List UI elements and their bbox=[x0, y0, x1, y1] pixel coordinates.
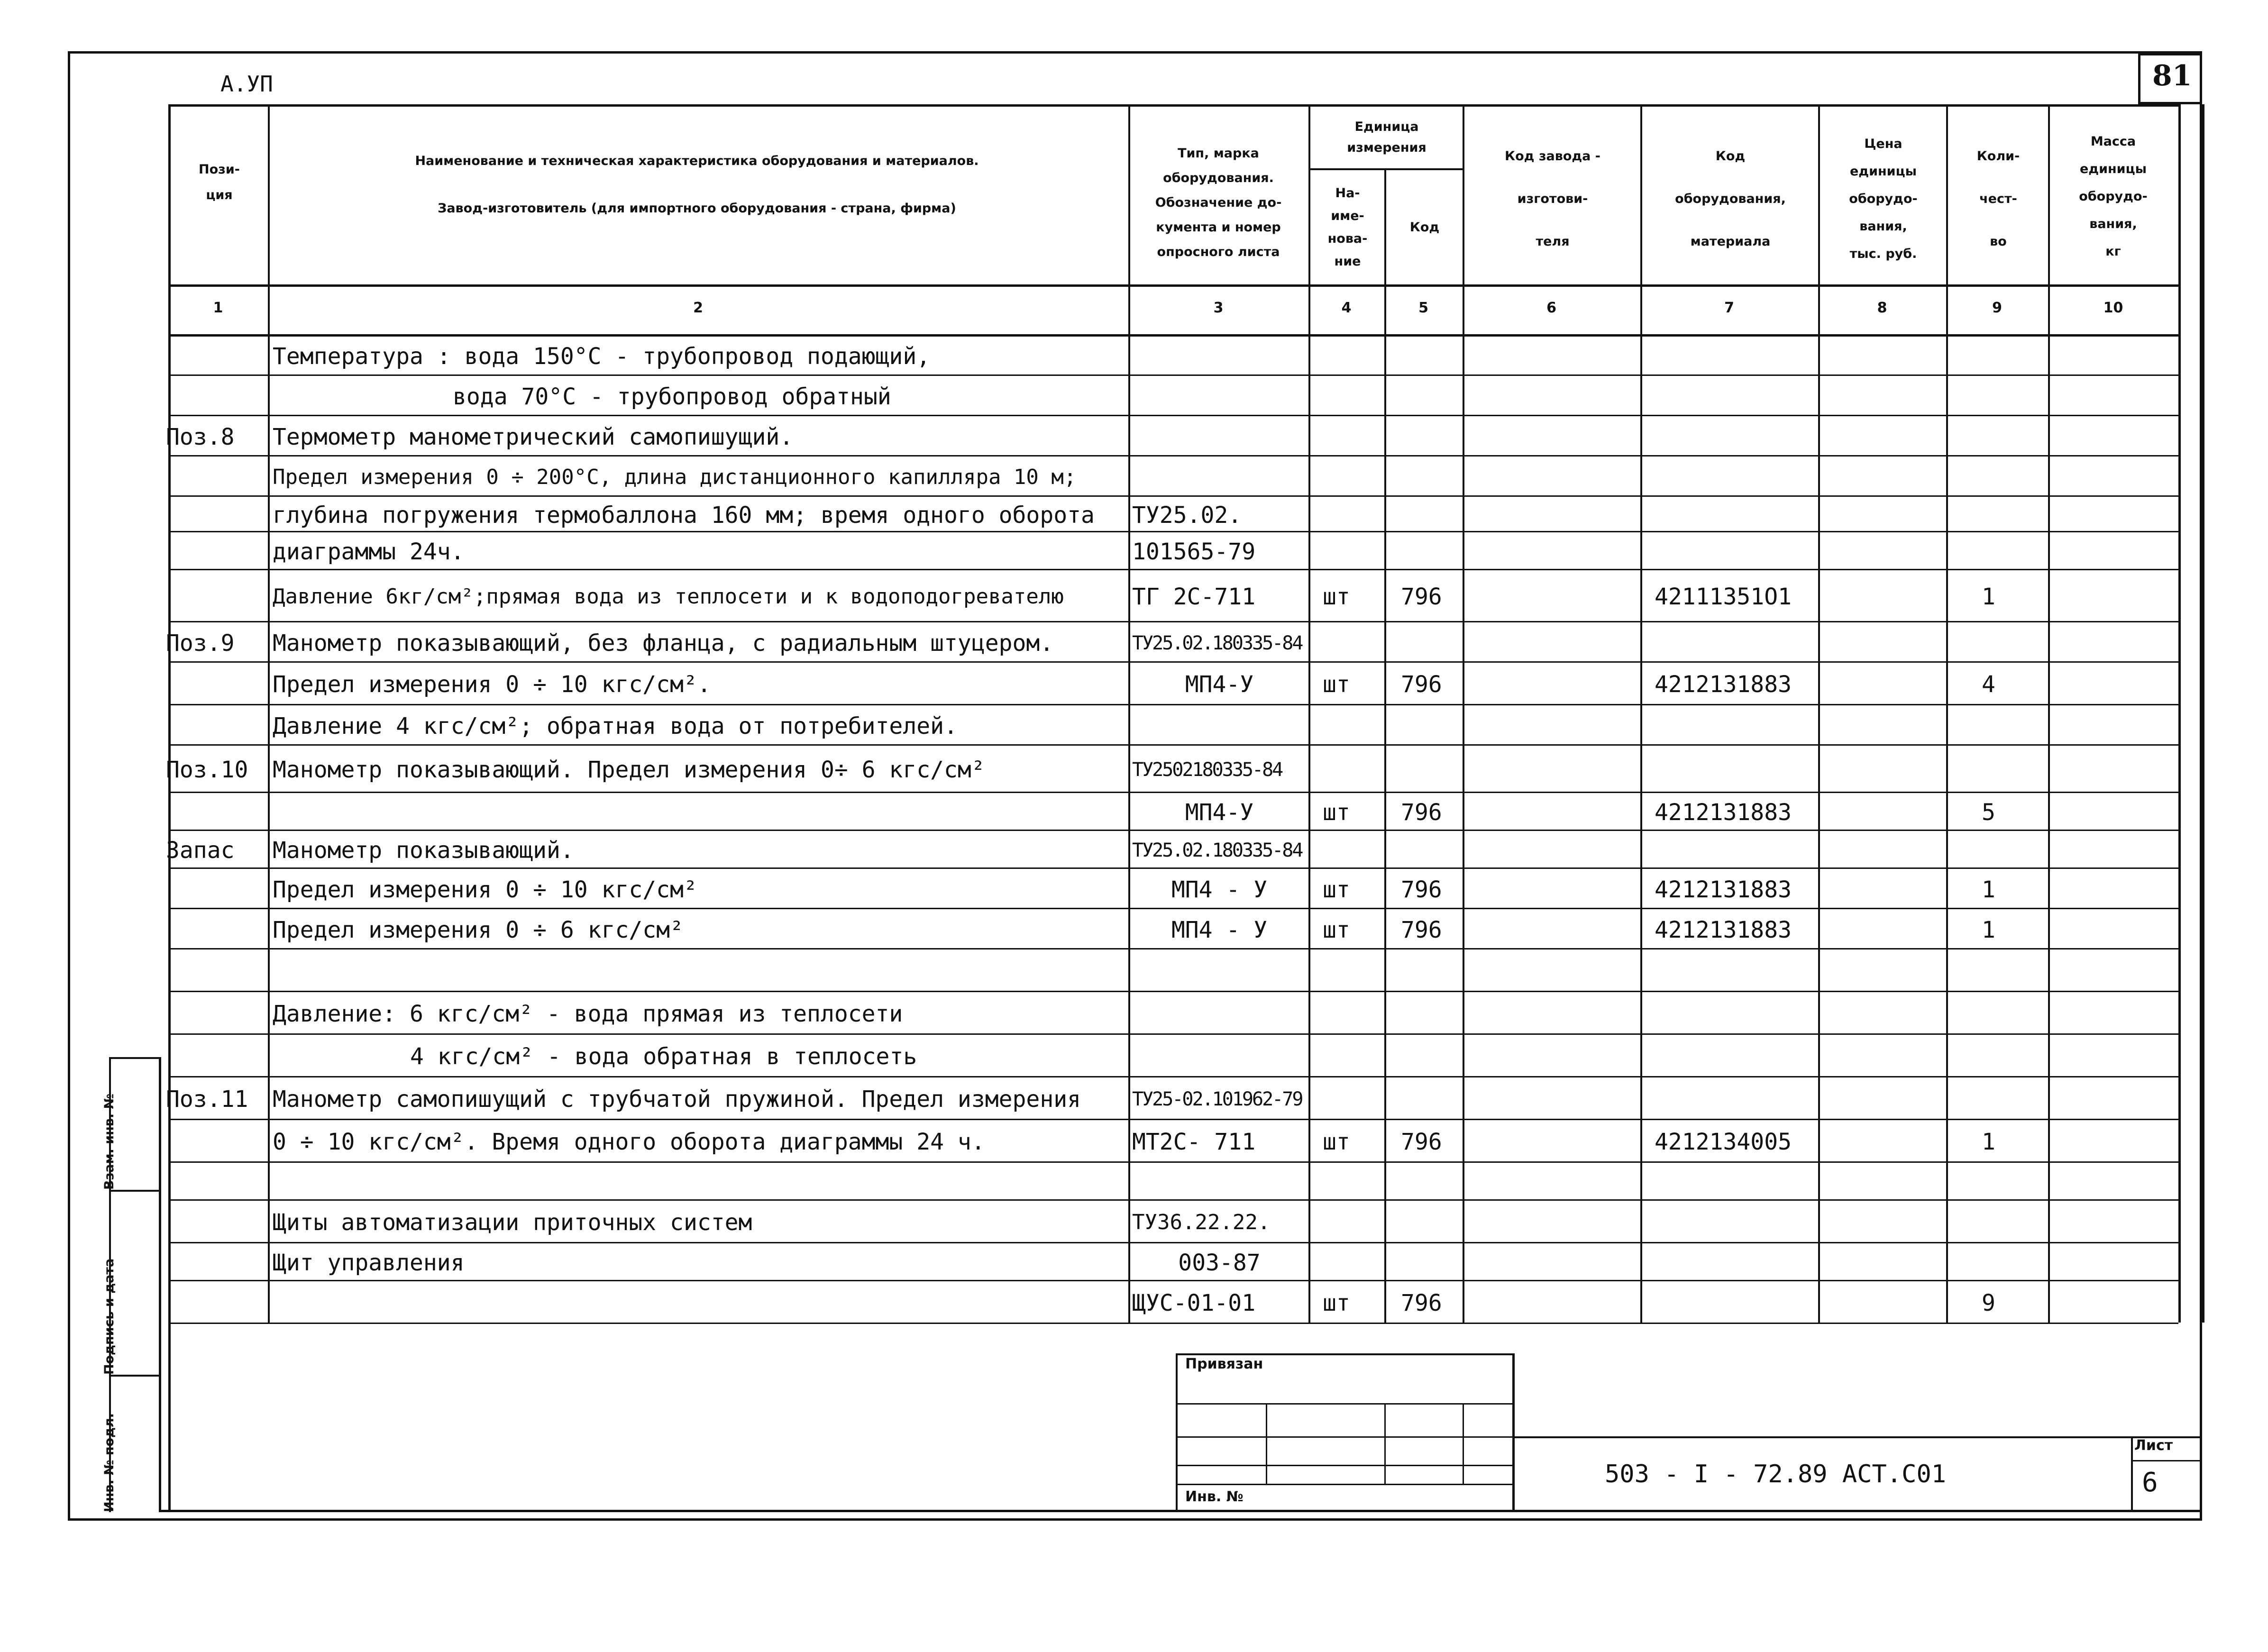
position-cell: Запас bbox=[166, 837, 235, 864]
position-cell: Поз.8 bbox=[166, 423, 235, 450]
sheet-label: Лист bbox=[2134, 1437, 2173, 1454]
description-cell: Манометр показывающий. bbox=[273, 837, 574, 864]
rule-line bbox=[1176, 1353, 1178, 1512]
unit-code-cell: 796 bbox=[1401, 671, 1442, 698]
rule-line bbox=[168, 455, 2178, 456]
rule-line bbox=[1308, 104, 1310, 1323]
description-cell: Предел измерения 0 ÷ 10 кгс/см². bbox=[273, 671, 711, 698]
header-price: Цена единицы оборудо- вания, тыс. руб. bbox=[1849, 137, 1918, 261]
rule-line bbox=[168, 1161, 2178, 1163]
stamp-inv-label: Инв. № bbox=[1185, 1488, 1244, 1505]
rule-line bbox=[1266, 1403, 1267, 1484]
rule-line bbox=[1176, 1484, 1512, 1485]
position-cell: Поз.11 bbox=[166, 1086, 248, 1113]
type-cell: 003-87 bbox=[1178, 1250, 1261, 1276]
quantity-cell: 1 bbox=[1982, 916, 1995, 943]
rule-line bbox=[168, 948, 2178, 949]
rule-line bbox=[1463, 104, 1464, 1323]
rule-line bbox=[168, 1199, 2178, 1201]
rule-line bbox=[1128, 104, 1130, 1323]
rule-line bbox=[1176, 1403, 1512, 1405]
rule-line bbox=[2131, 1436, 2133, 1512]
quantity-cell: 4 bbox=[1982, 671, 1995, 698]
rule-line bbox=[168, 104, 2178, 107]
unit-name-cell: шт bbox=[1323, 584, 1350, 610]
rule-line bbox=[168, 415, 2178, 416]
side-replace-inv: Взам. инв. № bbox=[102, 1093, 117, 1190]
unit-code-cell: 796 bbox=[1401, 916, 1442, 943]
column-number: 10 bbox=[2103, 300, 2123, 316]
unit-code-cell: 796 bbox=[1401, 1290, 1442, 1316]
unit-name-cell: шт bbox=[1323, 1129, 1350, 1155]
rule-line bbox=[1640, 104, 1642, 1323]
unit-name-cell: шт bbox=[1323, 671, 1350, 698]
rule-line bbox=[168, 867, 2178, 869]
equipment-code-cell: 4212131883 bbox=[1655, 876, 1792, 903]
page-mark: 81 bbox=[2152, 59, 2192, 92]
unit-name-cell: шт bbox=[1323, 1290, 1350, 1316]
type-cell: МП4 - У bbox=[1171, 916, 1268, 943]
rule-line bbox=[168, 908, 2178, 909]
rule-line bbox=[168, 495, 2178, 497]
rule-line bbox=[168, 1033, 2178, 1035]
rule-line bbox=[168, 104, 171, 1323]
description-cell: Манометр показывающий. Предел измерения 0÷ 6 кгс/см² bbox=[273, 757, 985, 783]
rule-line bbox=[1176, 1436, 1512, 1438]
rule-line bbox=[2178, 104, 2181, 1323]
equipment-code-cell: 4212131883 bbox=[1655, 916, 1792, 943]
equipment-code-cell: 4212131883 bbox=[1655, 671, 1792, 698]
quantity-cell: 9 bbox=[1982, 1290, 1995, 1316]
type-cell: ЩУС-01-01 bbox=[1132, 1290, 1256, 1316]
description-cell: Предел измерения 0 ÷ 10 кгс/см² bbox=[273, 876, 697, 903]
header-plant-code: Код завода - изготови- теля bbox=[1505, 149, 1600, 249]
unit-name-cell: шт bbox=[1323, 916, 1350, 943]
description-cell: Предел измерения 0 ÷ 6 кгс/см² bbox=[273, 916, 684, 943]
description-cell: Щиты автоматизации приточных систем bbox=[273, 1209, 752, 1236]
description-cell: вода 70°С - трубопровод обратный bbox=[453, 383, 891, 410]
rule-line bbox=[168, 374, 2178, 376]
type-cell: МП4-У bbox=[1185, 799, 1254, 826]
column-number: 8 bbox=[1877, 300, 1887, 316]
description-cell: Давление: 6 кгс/см² - вода прямая из теплосети bbox=[273, 1001, 903, 1027]
side-inv-sub: Инв. № подл. bbox=[102, 1413, 117, 1512]
header-unit: Единица измерения bbox=[1347, 119, 1427, 155]
side-sign-date: Подпись и дата bbox=[102, 1258, 117, 1375]
description-cell: Предел измерения 0 ÷ 200°С, длина дистанционного капилляра 10 м; bbox=[273, 465, 1077, 489]
equipment-code-cell: 4212131883 bbox=[1655, 799, 1792, 826]
rule-line bbox=[168, 704, 2178, 705]
rule-line bbox=[1946, 104, 1948, 1323]
rule-line bbox=[168, 1280, 2178, 1281]
rule-line bbox=[168, 284, 2178, 287]
column-number: 5 bbox=[1418, 300, 1428, 316]
rule-line bbox=[168, 569, 2178, 570]
unit-code-cell: 796 bbox=[1401, 584, 1442, 610]
column-number: 3 bbox=[1213, 300, 1224, 316]
unit-name-cell: шт bbox=[1323, 876, 1350, 903]
rule-line bbox=[1818, 104, 1820, 1323]
header-mass: Масса единицы оборудо- вания, кг bbox=[2079, 134, 2148, 259]
column-number: 4 bbox=[1341, 300, 1352, 316]
type-cell: ТУ25-02.101962-79 bbox=[1132, 1088, 1302, 1110]
rule-line bbox=[168, 621, 2178, 622]
column-number: 2 bbox=[693, 300, 703, 316]
header-type: Тип, марка оборудования. Обозначение до- кумента и номер опросного листа bbox=[1155, 146, 1282, 259]
position-cell: Поз.9 bbox=[166, 630, 235, 657]
rule-line bbox=[168, 531, 2178, 532]
rule-line bbox=[109, 1190, 159, 1192]
description-cell: Термометр манометрический самопишущий. bbox=[273, 423, 794, 450]
type-cell: ТУ36.22.22. bbox=[1132, 1210, 1271, 1234]
equipment-code-cell: 4212134005 bbox=[1655, 1129, 1792, 1155]
description-cell: Давление 6кг/см²;прямая вода из теплосети и к водоподогревателю bbox=[273, 584, 1064, 609]
type-cell: МП4-У bbox=[1185, 671, 1254, 698]
unit-code-cell: 796 bbox=[1401, 876, 1442, 903]
rule-line bbox=[1463, 1403, 1464, 1484]
rule-line bbox=[168, 830, 2178, 831]
type-cell: ТУ2502180335-84 bbox=[1132, 759, 1282, 781]
sheet-number: 6 bbox=[2142, 1467, 2158, 1498]
header-unit-name: На- име- нова- ние bbox=[1327, 186, 1368, 269]
rule-line bbox=[159, 1057, 161, 1512]
type-cell: ТГ 2С-711 bbox=[1132, 584, 1256, 610]
description-cell: Давление 4 кгс/см²; обратная вода от потребителей. bbox=[273, 712, 958, 739]
header-name: Наименование и техническая характеристика оборудования и материалов. bbox=[415, 154, 979, 168]
corner-code: А.УП bbox=[220, 71, 273, 97]
rule-line bbox=[1176, 1465, 1512, 1466]
type-cell: ТУ25.02.180335-84 bbox=[1132, 632, 1302, 654]
document-code: 503 - I - 72.89 АСТ.С01 bbox=[1605, 1460, 1947, 1488]
rule-line bbox=[1384, 1403, 1386, 1484]
description-cell: Щит управления bbox=[273, 1250, 465, 1276]
rule-line bbox=[168, 744, 2178, 746]
header-position: Пози- ция bbox=[199, 162, 240, 202]
rule-line bbox=[168, 1323, 2178, 1324]
type-cell: МП4 - У bbox=[1171, 876, 1268, 903]
column-number: 7 bbox=[1724, 300, 1734, 316]
quantity-cell: 5 bbox=[1982, 799, 1995, 826]
description-cell: Манометр показывающий, без фланца, с радиальным штуцером. bbox=[273, 630, 1054, 657]
type-cell: 101565-79 bbox=[1132, 538, 1256, 565]
rule-line bbox=[2131, 1460, 2202, 1461]
rule-line bbox=[159, 1510, 2202, 1512]
header-unit-code: Код bbox=[1409, 220, 1440, 235]
description-cell: 4 кгс/см² - вода обратная в теплосеть bbox=[410, 1043, 917, 1070]
rule-line bbox=[109, 1375, 159, 1377]
equipment-code-cell: 42111351О1 bbox=[1655, 584, 1792, 610]
header-equipment-code: Код оборудования, материала bbox=[1675, 149, 1786, 249]
rule-line bbox=[168, 1076, 2178, 1077]
rule-line bbox=[168, 792, 2178, 793]
rule-line bbox=[168, 1119, 2178, 1120]
description-cell: 0 ÷ 10 кгс/см². Время одного оборота диаграммы 24 ч. bbox=[273, 1129, 985, 1155]
rule-line bbox=[268, 104, 270, 1323]
type-cell: МТ2С- 711 bbox=[1132, 1129, 1256, 1155]
column-number: 9 bbox=[1992, 300, 2002, 316]
quantity-cell: 1 bbox=[1982, 584, 1995, 610]
rule-line bbox=[168, 1323, 171, 1512]
rule-line bbox=[168, 334, 2178, 337]
position-cell: Поз.10 bbox=[166, 757, 248, 783]
rule-line bbox=[1512, 1353, 1515, 1512]
stamp-bound-label: Привязан bbox=[1185, 1356, 1263, 1372]
column-number: 6 bbox=[1546, 300, 1556, 316]
description-cell: глубина погружения термобаллона 160 мм; время одного оборота bbox=[273, 502, 1095, 529]
description-cell: Манометр самопишущий с трубчатой пружиной. Предел измерения bbox=[273, 1086, 1081, 1113]
header-quantity: Коли- чест- во bbox=[1976, 149, 2020, 249]
header-manufacturer: Завод-изготовитель (для импортного оборудования - страна, фирма) bbox=[438, 201, 956, 216]
unit-code-cell: 796 bbox=[1401, 799, 1442, 826]
type-cell: ТУ25.02. bbox=[1132, 502, 1242, 529]
type-cell: ТУ25.02.180335-84 bbox=[1132, 840, 1302, 861]
rule-line bbox=[168, 991, 2178, 992]
rule-line bbox=[1512, 1436, 2202, 1438]
rule-line bbox=[2048, 104, 2050, 1323]
rule-line bbox=[168, 661, 2178, 663]
description-cell: диаграммы 24ч. bbox=[273, 538, 465, 565]
quantity-cell: 1 bbox=[1982, 1129, 1995, 1155]
rule-line bbox=[2202, 104, 2204, 1323]
unit-code-cell: 796 bbox=[1401, 1129, 1442, 1155]
column-number: 1 bbox=[213, 300, 223, 316]
unit-name-cell: шт bbox=[1323, 799, 1350, 826]
quantity-cell: 1 bbox=[1982, 876, 1995, 903]
rule-line bbox=[168, 1242, 2178, 1243]
rule-line bbox=[1176, 1353, 1512, 1355]
rule-line bbox=[109, 1057, 159, 1059]
description-cell: Температура : вода 150°С - трубопровод подающий, bbox=[273, 343, 931, 370]
